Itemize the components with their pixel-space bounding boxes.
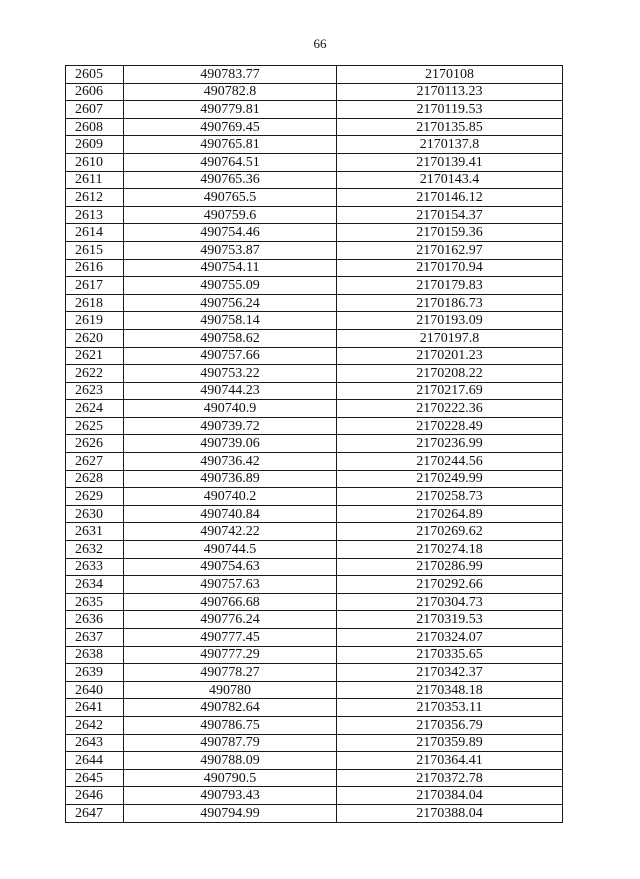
table-row: [66, 83, 563, 101]
table-row: [66, 576, 563, 594]
x-coordinate-cell: 490744.23: [124, 382, 337, 400]
table-row: [66, 611, 563, 629]
page-number: 66: [313, 36, 327, 51]
y-coordinate-cell: 2170201.23: [337, 347, 563, 365]
table-row: [66, 400, 563, 418]
y-coordinate-cell: 2170388.04: [337, 804, 563, 822]
point-number-cell: 2633: [66, 558, 124, 576]
x-coordinate-cell: 490786.75: [124, 716, 337, 734]
y-coordinate-cell: 2170286.99: [337, 558, 563, 576]
table-row: [66, 259, 563, 277]
point-number-cell: 2631: [66, 523, 124, 541]
y-coordinate-cell: 2170139.41: [337, 153, 563, 171]
table-row: [66, 752, 563, 770]
x-coordinate-cell: 490742.22: [124, 523, 337, 541]
point-number-cell: 2608: [66, 118, 124, 136]
point-number-cell: 2613: [66, 206, 124, 224]
y-coordinate-cell: 2170384.04: [337, 787, 563, 805]
x-coordinate-cell: 490787.79: [124, 734, 337, 752]
x-coordinate-cell: 490788.09: [124, 752, 337, 770]
point-number-cell: 2639: [66, 664, 124, 682]
y-coordinate-cell: 2170258.73: [337, 488, 563, 506]
point-number-cell: 2635: [66, 593, 124, 611]
table-row: [66, 541, 563, 559]
x-coordinate-cell: 490739.72: [124, 417, 337, 435]
x-coordinate-cell: 490778.27: [124, 664, 337, 682]
point-number-cell: 2605: [66, 66, 124, 84]
table-row: [66, 593, 563, 611]
table-row: [66, 523, 563, 541]
point-number-cell: 2610: [66, 153, 124, 171]
point-number-cell: 2640: [66, 681, 124, 699]
y-coordinate-cell: 2170372.78: [337, 769, 563, 787]
y-coordinate-cell: 2170170.94: [337, 259, 563, 277]
y-coordinate-cell: 2170159.36: [337, 224, 563, 242]
point-number-cell: 2627: [66, 453, 124, 471]
table-row: [66, 646, 563, 664]
table-row: [66, 804, 563, 822]
table-row: [66, 189, 563, 207]
table-row: [66, 365, 563, 383]
point-number-cell: 2618: [66, 294, 124, 312]
table-row: [66, 435, 563, 453]
table-row: [66, 664, 563, 682]
point-number-cell: 2621: [66, 347, 124, 365]
table-row: [66, 417, 563, 435]
x-coordinate-cell: 490753.87: [124, 241, 337, 259]
y-coordinate-cell: 2170179.83: [337, 277, 563, 295]
table-row: [66, 734, 563, 752]
x-coordinate-cell: 490790.5: [124, 769, 337, 787]
y-coordinate-cell: 2170244.56: [337, 453, 563, 471]
x-coordinate-cell: 490740.2: [124, 488, 337, 506]
point-number-cell: 2636: [66, 611, 124, 629]
table-row: [66, 101, 563, 119]
table-row: [66, 136, 563, 154]
point-number-cell: 2620: [66, 329, 124, 347]
y-coordinate-cell: 2170197.8: [337, 329, 563, 347]
point-number-cell: 2612: [66, 189, 124, 207]
table-row: [66, 558, 563, 576]
y-coordinate-cell: 2170356.79: [337, 716, 563, 734]
x-coordinate-cell: 490758.62: [124, 329, 337, 347]
coordinate-table: [65, 65, 563, 823]
x-coordinate-cell: 490758.14: [124, 312, 337, 330]
x-coordinate-cell: 490765.81: [124, 136, 337, 154]
table-row: [66, 118, 563, 136]
point-number-cell: 2615: [66, 241, 124, 259]
y-coordinate-cell: 2170119.53: [337, 101, 563, 119]
x-coordinate-cell: 490753.22: [124, 365, 337, 383]
point-number-cell: 2614: [66, 224, 124, 242]
point-number-cell: 2642: [66, 716, 124, 734]
table-row: [66, 66, 563, 84]
y-coordinate-cell: 2170217.69: [337, 382, 563, 400]
point-number-cell: 2611: [66, 171, 124, 189]
x-coordinate-cell: 490782.8: [124, 83, 337, 101]
point-number-cell: 2632: [66, 541, 124, 559]
y-coordinate-cell: 2170342.37: [337, 664, 563, 682]
y-coordinate-cell: 2170319.53: [337, 611, 563, 629]
x-coordinate-cell: 490766.68: [124, 593, 337, 611]
table-row: [66, 277, 563, 295]
x-coordinate-cell: 490777.45: [124, 629, 337, 647]
y-coordinate-cell: 2170264.89: [337, 505, 563, 523]
y-coordinate-cell: 2170113.23: [337, 83, 563, 101]
x-coordinate-cell: 490783.77: [124, 66, 337, 84]
point-number-cell: 2641: [66, 699, 124, 717]
x-coordinate-cell: 490793.43: [124, 787, 337, 805]
table-row: [66, 681, 563, 699]
point-number-cell: 2625: [66, 417, 124, 435]
x-coordinate-cell: 490757.66: [124, 347, 337, 365]
point-number-cell: 2646: [66, 787, 124, 805]
y-coordinate-cell: 2170154.37: [337, 206, 563, 224]
table-row: [66, 769, 563, 787]
x-coordinate-cell: 490765.36: [124, 171, 337, 189]
table-row: [66, 699, 563, 717]
y-coordinate-cell: 2170186.73: [337, 294, 563, 312]
table-row: [66, 453, 563, 471]
point-number-cell: 2617: [66, 277, 124, 295]
x-coordinate-cell: 490744.5: [124, 541, 337, 559]
table-row: [66, 312, 563, 330]
table-row: [66, 153, 563, 171]
table-row: [66, 505, 563, 523]
x-coordinate-cell: 490777.29: [124, 646, 337, 664]
x-coordinate-cell: 490740.84: [124, 505, 337, 523]
x-coordinate-cell: 490782.64: [124, 699, 337, 717]
y-coordinate-cell: 2170292.66: [337, 576, 563, 594]
point-number-cell: 2609: [66, 136, 124, 154]
table-row: [66, 294, 563, 312]
table-row: [66, 629, 563, 647]
x-coordinate-cell: 490769.45: [124, 118, 337, 136]
y-coordinate-cell: 2170359.89: [337, 734, 563, 752]
y-coordinate-cell: 2170108: [337, 66, 563, 84]
table-row: [66, 382, 563, 400]
y-coordinate-cell: 2170236.99: [337, 435, 563, 453]
table-row: [66, 488, 563, 506]
point-number-cell: 2623: [66, 382, 124, 400]
point-number-cell: 2634: [66, 576, 124, 594]
y-coordinate-cell: 2170348.18: [337, 681, 563, 699]
point-number-cell: 2619: [66, 312, 124, 330]
y-coordinate-cell: 2170304.73: [337, 593, 563, 611]
y-coordinate-cell: 2170162.97: [337, 241, 563, 259]
x-coordinate-cell: 490780: [124, 681, 337, 699]
x-coordinate-cell: 490739.06: [124, 435, 337, 453]
coordinate-table-body: [66, 66, 563, 823]
x-coordinate-cell: 490779.81: [124, 101, 337, 119]
y-coordinate-cell: 2170335.65: [337, 646, 563, 664]
point-number-cell: 2607: [66, 101, 124, 119]
y-coordinate-cell: 2170208.22: [337, 365, 563, 383]
y-coordinate-cell: 2170146.12: [337, 189, 563, 207]
x-coordinate-cell: 490736.89: [124, 470, 337, 488]
point-number-cell: 2643: [66, 734, 124, 752]
point-number-cell: 2624: [66, 400, 124, 418]
table-row: [66, 241, 563, 259]
y-coordinate-cell: 2170364.41: [337, 752, 563, 770]
point-number-cell: 2647: [66, 804, 124, 822]
point-number-cell: 2630: [66, 505, 124, 523]
y-coordinate-cell: 2170269.62: [337, 523, 563, 541]
table-row: [66, 787, 563, 805]
table-row: [66, 224, 563, 242]
x-coordinate-cell: 490740.9: [124, 400, 337, 418]
point-number-cell: 2629: [66, 488, 124, 506]
x-coordinate-cell: 490754.63: [124, 558, 337, 576]
x-coordinate-cell: 490759.6: [124, 206, 337, 224]
y-coordinate-cell: 2170274.18: [337, 541, 563, 559]
point-number-cell: 2638: [66, 646, 124, 664]
table-row: [66, 347, 563, 365]
y-coordinate-cell: 2170222.36: [337, 400, 563, 418]
x-coordinate-cell: 490754.11: [124, 259, 337, 277]
table-row: [66, 329, 563, 347]
point-number-cell: 2606: [66, 83, 124, 101]
y-coordinate-cell: 2170143.4: [337, 171, 563, 189]
x-coordinate-cell: 490776.24: [124, 611, 337, 629]
x-coordinate-cell: 490764.51: [124, 153, 337, 171]
y-coordinate-cell: 2170137.8: [337, 136, 563, 154]
y-coordinate-cell: 2170228.49: [337, 417, 563, 435]
table-row: [66, 171, 563, 189]
x-coordinate-cell: 490765.5: [124, 189, 337, 207]
table-row: [66, 206, 563, 224]
point-number-cell: 2628: [66, 470, 124, 488]
x-coordinate-cell: 490794.99: [124, 804, 337, 822]
table-row: [66, 470, 563, 488]
y-coordinate-cell: 2170249.99: [337, 470, 563, 488]
y-coordinate-cell: 2170135.85: [337, 118, 563, 136]
x-coordinate-cell: 490736.42: [124, 453, 337, 471]
point-number-cell: 2626: [66, 435, 124, 453]
point-number-cell: 2622: [66, 365, 124, 383]
point-number-cell: 2644: [66, 752, 124, 770]
x-coordinate-cell: 490757.63: [124, 576, 337, 594]
y-coordinate-cell: 2170193.09: [337, 312, 563, 330]
x-coordinate-cell: 490756.24: [124, 294, 337, 312]
point-number-cell: 2645: [66, 769, 124, 787]
x-coordinate-cell: 490755.09: [124, 277, 337, 295]
point-number-cell: 2616: [66, 259, 124, 277]
point-number-cell: 2637: [66, 629, 124, 647]
y-coordinate-cell: 2170353.11: [337, 699, 563, 717]
x-coordinate-cell: 490754.46: [124, 224, 337, 242]
table-row: [66, 716, 563, 734]
y-coordinate-cell: 2170324.07: [337, 629, 563, 647]
